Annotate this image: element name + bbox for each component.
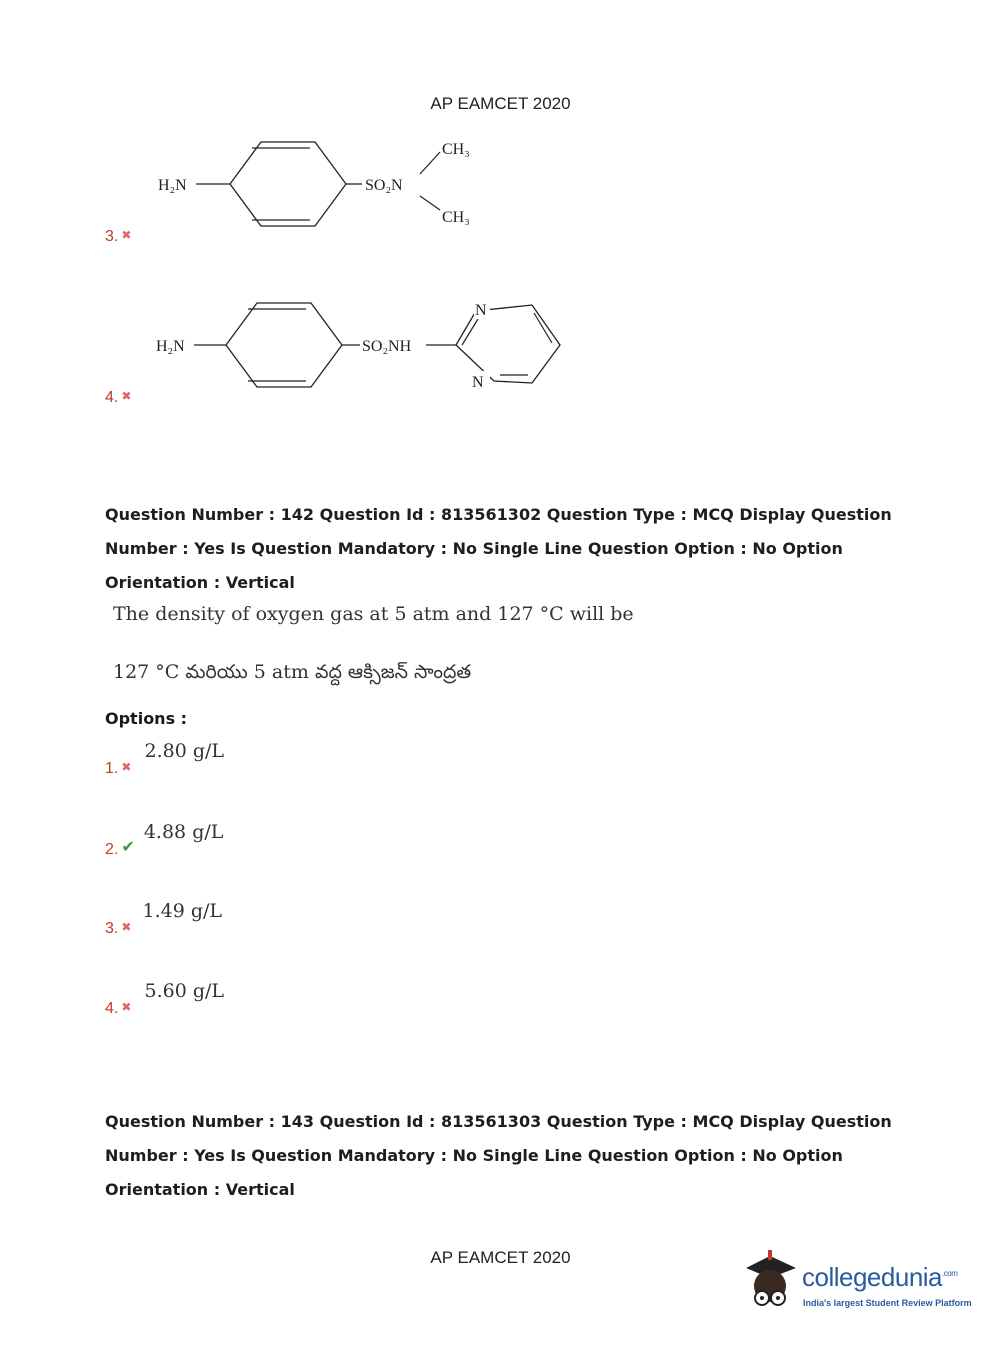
logo-tagline: India's largest Student Review Platform — [803, 1298, 972, 1308]
option-2-value: 4.88 g/L — [143, 821, 224, 843]
page-header: AP EAMCET 2020 — [430, 94, 571, 113]
options-label: Options : — [105, 709, 188, 728]
option-3: 3. ✖ 1.49 g/L — [105, 900, 223, 937]
wrong-icon: ✖ — [121, 1000, 132, 1014]
wrong-icon: ✖ — [121, 389, 132, 403]
page-footer: AP EAMCET 2020 — [430, 1248, 571, 1267]
option-2: 2. ✔ 4.88 g/L — [105, 821, 224, 858]
amine-group-label: H₂N — [156, 338, 185, 355]
pyrimidine-n-top-label: N — [475, 302, 487, 319]
pyrimidine-n-bottom-label: N — [472, 374, 484, 391]
wrong-icon: ✖ — [121, 228, 132, 242]
mascot-icon — [740, 1246, 802, 1318]
option-4-value: 5.60 g/L — [144, 980, 225, 1002]
structure-option-4 — [150, 295, 580, 395]
option-1: 1. ✖ 2.80 g/L — [105, 740, 225, 777]
option-3-value: 1.49 g/L — [142, 900, 223, 922]
question-text-telugu: 127 °C మరియు 5 atm వద్ద ఆక్సిజన్ సాంద్రత — [113, 661, 472, 683]
option-1-value: 2.80 g/L — [144, 740, 225, 762]
option-4: 4. ✖ 5.60 g/L — [105, 980, 225, 1017]
collegedunia-logo — [740, 1246, 980, 1322]
prev-option-4-number: 4. ✖ — [105, 389, 132, 406]
wrong-icon: ✖ — [121, 760, 132, 774]
methyl-top-label: CH₃ — [442, 141, 470, 158]
amine-group-label: H₂N — [158, 177, 187, 194]
question-143-meta: Question Number : 143 Question Id : 813561303 Question Type : MCQ Display Question Number : Yes Is Question Mandatory : No Single Line Question Option : No Option Orientation : Vertical — [105, 1112, 892, 1199]
logo-wordmark: collegedunia$^{.com}$ — [802, 1262, 958, 1292]
sulfonamide-group-label: SO₂N — [365, 177, 403, 194]
sulfonamide-group-label: SO₂NH — [362, 338, 412, 355]
methyl-bottom-label: CH₃ — [442, 209, 470, 226]
check-icon: ✔ — [121, 837, 135, 856]
question-text-english: The density of oxygen gas at 5 atm and 127 °C will be — [113, 603, 634, 625]
prev-option-3-number: 3. ✖ — [105, 228, 132, 245]
wrong-icon: ✖ — [121, 920, 132, 934]
structure-option-3 — [150, 130, 530, 240]
question-142-meta: Question Number : 142 Question Id : 813561302 Question Type : MCQ Display Question Number : Yes Is Question Mandatory : No Single Line Question Option : No Option Orientation : Vertical — [105, 505, 892, 592]
